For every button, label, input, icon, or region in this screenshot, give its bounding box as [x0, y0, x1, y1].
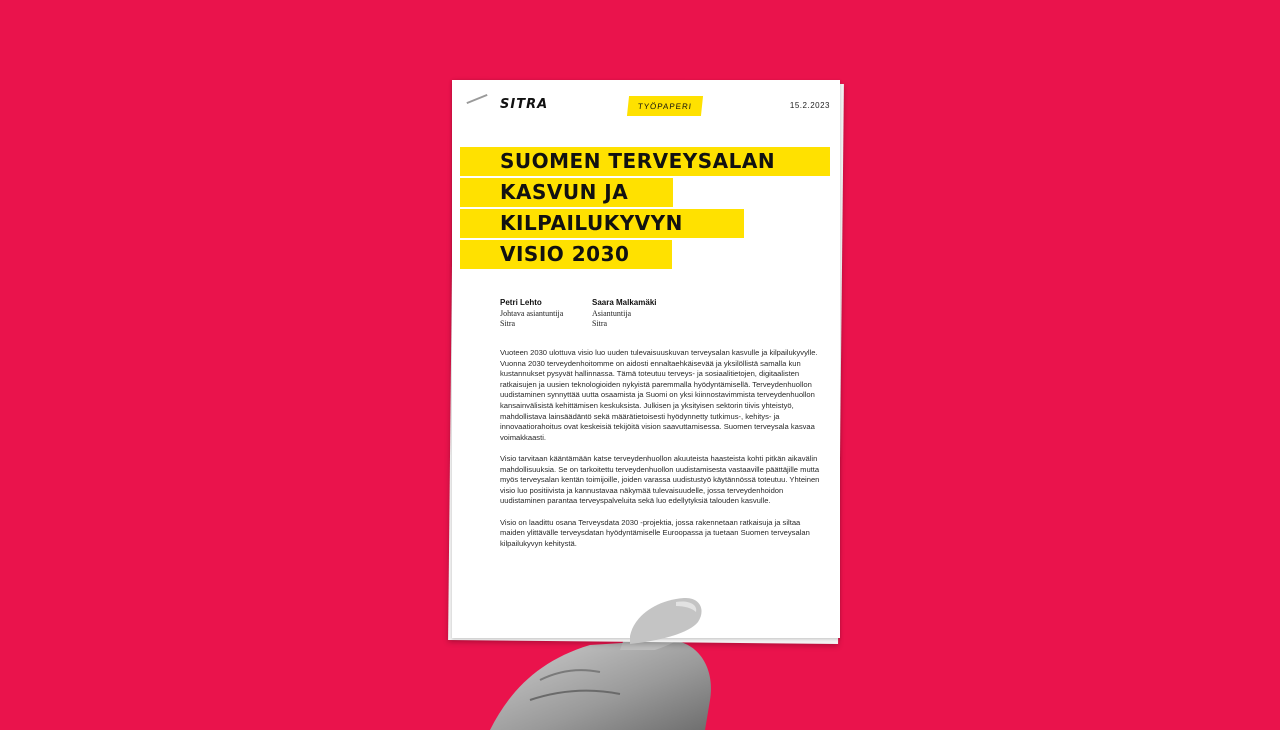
author-2 — [592, 298, 657, 330]
thumb-image — [626, 596, 706, 646]
document-type-badge: TYÖPAPERI — [627, 96, 703, 116]
body-text — [500, 348, 824, 560]
author-name: Saara Malkamäki — [592, 298, 657, 307]
author-org: Sitra — [592, 319, 608, 328]
working-paper-document — [452, 80, 840, 638]
author-role: Johtava asiantuntija — [500, 308, 564, 318]
title-line-3: KILPAILUKYVYN — [460, 209, 744, 238]
paragraph: Visio tarvitaan kääntämään katse terveydenhuollon akuuteista haasteista kohti pitkän aikavälin mahdollisuuksia. Se on tarkoitettu terveydenhuollon uudistamisesta vastaaville päättäjille mutta myös terveysalan kentän toimijoille, joiden varassa uudistustyö käytännössä toteutuu. Yhteinen visio luo positiivista ja kannustavaa näkymää tulevaisuudelle, jossa terveydenhoidon uudistaminen parantaa terveyspalveluita sekä luo edellytyksiä talouden kasvulle. — [500, 453, 820, 506]
pen-mark-decoration — [466, 94, 487, 104]
sitra-logo: SITRA — [500, 97, 549, 112]
author-org: Sitra — [500, 319, 516, 328]
paragraph: Visio on laadittu osana Terveysdata 2030 -projektia, jossa rakennetaan ratkaisuja ja siltaa maiden ylittävälle terveysdatan hyödyntämiselle Euroopassa ja tuetaan Suomen terveysalan kilpailukyvyn kehitystä. — [500, 517, 810, 548]
document-date: 15.2.2023 — [789, 101, 830, 110]
author-role: Asiantuntija — [592, 308, 632, 318]
author-name: Petri Lehto — [500, 298, 542, 307]
title-line-1: SUOMEN TERVEYSALAN — [460, 147, 830, 176]
title-line-4: VISIO 2030 — [460, 240, 672, 269]
paragraph: Vuoteen 2030 ulottuva visio luo uuden tulevaisuuskuvan terveysalan kasvulle ja kilpailukyvylle. Vuonna 2030 terveydenhoitomme on aidosti ennaltaehkäisevää ja yksilöllistä samalla kun kustannukset pysyvät hallinnassa. Tämä toteutuu terveys- ja sosiaalitietojen, digitaalisten ratkaisujen ja uusien teknologioiden nykyistä paremmalla hyödyntämisellä. Terveydenhuollon uudistaminen synnyttää uutta osaamista ja Suomi on yksi kiinnostavimmista terveydenhuollon kansainvälisistä kehittämisen keskuksista. Julkisen ja yksityisen sektorin tiivis yhteistyö, mahdollistava lainsäädäntö sekä määrätietoisesti hyödynnetty tutkimus-, kehitys- ja innovaatiorahoitus ovat keskeisiä tekijöitä vision saavuttamisessa. Suomen terveysala kasvaa voimakkaasti. — [500, 348, 818, 442]
author-1 — [500, 298, 563, 330]
title-line-2: KASVUN JA — [460, 178, 673, 207]
